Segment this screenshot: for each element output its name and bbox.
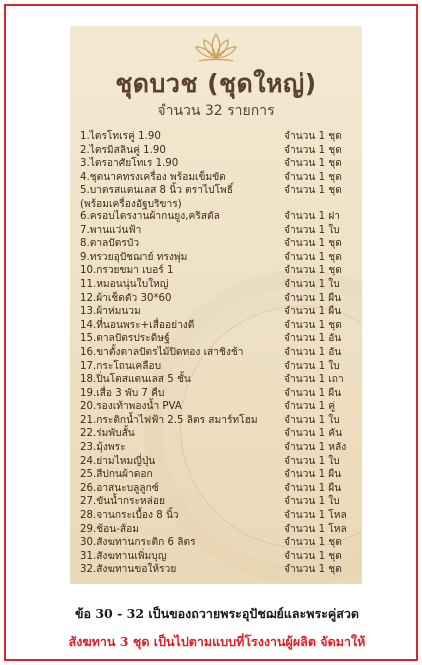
list-item xyxy=(80,305,358,319)
item-name: 26.อาสนะบลูลูกซ์ xyxy=(80,482,159,494)
list-item xyxy=(80,373,358,387)
item-quantity: จำนวน 1 ใบ xyxy=(284,360,340,372)
item-quantity: จำนวน 1 ผืน xyxy=(284,482,342,494)
item-name: 14.ที่นอนพระ+เสื่ออย่างดี xyxy=(80,319,195,331)
list-item xyxy=(80,264,358,278)
item-quantity: จำนวน 1 อัน xyxy=(284,346,342,358)
item-quantity: จำนวน 1 คัน xyxy=(284,428,343,440)
list-item xyxy=(80,198,358,210)
list-item xyxy=(80,144,358,158)
item-quantity: จำนวน 1 เถา xyxy=(284,374,344,386)
item-name: 5.บาตรสแตนเลส 8 นิ้ว ตราไปโพธิ์ xyxy=(80,185,233,197)
list-item xyxy=(80,346,358,360)
item-quantity: จำนวน 1 ชุด xyxy=(284,550,342,562)
item-name: 31.สังฆทานเพิ่มบุญ xyxy=(80,550,167,562)
item-quantity: จำนวน 1 ชุด xyxy=(284,144,342,156)
list-item xyxy=(80,509,358,523)
item-name: 12.ผ้าเช็ดตัว 30*60 xyxy=(80,292,172,304)
item-quantity: จำนวน 1 ชุด xyxy=(284,131,342,142)
list-item xyxy=(80,184,358,198)
item-name: 25.สีปกนผ้าดอก xyxy=(80,469,153,481)
item-name: 23.มุ้งพระ xyxy=(80,442,126,454)
item-quantity: จำนวน 1 ชุด xyxy=(284,564,342,576)
list-item xyxy=(80,278,358,292)
item-name: 18.ปิ่นโตสแตนเลส 5 ชั้น xyxy=(80,374,191,386)
item-name: 16.ขาตั้งตาลปัตรไม้ปิดทอง เสาชิงช้า xyxy=(80,346,244,358)
item-quantity: จำนวน 1 หลัง xyxy=(284,442,347,454)
list-item xyxy=(80,319,358,333)
list-item xyxy=(80,414,358,428)
item-name: 6.ครอบไตรงานผ้ากนยูง,คริสตัล xyxy=(80,210,220,222)
list-item xyxy=(80,455,358,469)
item-quantity: จำนวน 1 ชุด xyxy=(284,238,342,250)
item-quantity: จำนวน 1 ฝา xyxy=(284,210,340,222)
item-name: 29.ช้อน-ส้อม xyxy=(80,523,139,535)
item-name: 8.ตาลปัตรบัว xyxy=(80,238,140,250)
item-quantity: จำนวน 1 ชุด xyxy=(284,185,342,197)
card-title: ชุดบวช (ชุดใหญ่) xyxy=(115,69,317,98)
list-item xyxy=(80,563,358,577)
item-name: 24.ย่ามไหมญี่ปุ่น xyxy=(80,455,156,467)
item-name: 13.ผ้าห่มนวม xyxy=(80,306,141,318)
item-quantity: จำนวน 1 ชุด xyxy=(284,319,342,331)
card-subtitle: จำนวน 32 รายการ xyxy=(157,103,275,119)
item-quantity: จำนวน 1 ใบ xyxy=(284,278,340,290)
list-item xyxy=(80,523,358,537)
item-name: 30.สังฆทานกระติก 6 ลิตร xyxy=(80,537,196,549)
item-name: 9.ทรวยอุปัชฌาย์ ทรงพุ่ม xyxy=(80,251,188,263)
item-name: 17.กระโถนเคลือบ xyxy=(80,360,162,372)
item-quantity: จำนวน 1 ผืน xyxy=(284,469,342,481)
item-name: 19.เสื่อ 3 พับ 7 คืบ xyxy=(80,387,165,399)
page-frame xyxy=(4,4,418,661)
item-quantity: จำนวน 1 ชุด xyxy=(284,537,342,549)
list-item xyxy=(80,468,358,482)
item-quantity: จำนวน 1 ชุด xyxy=(284,251,342,263)
item-quantity: จำนวน 1 ผืน xyxy=(284,292,342,304)
item-name: 4.ชุดนาคทรงเครื่อง พร้อมเข็มขัด xyxy=(80,171,226,183)
item-quantity: จำนวน 1 ชุด xyxy=(284,158,342,170)
list-item xyxy=(80,130,358,144)
item-name: 27.ขันน้ำกระหล่อย xyxy=(80,496,165,508)
item-quantity: จำนวน 1 ใบ xyxy=(284,414,340,426)
list-item xyxy=(80,536,358,550)
list-item xyxy=(80,210,358,224)
item-name: 32.สังฆทานขอให้รวย xyxy=(80,564,177,576)
item-name: (พร้อมเครื่องอัฐบริขาร) xyxy=(80,198,182,210)
item-name: 11.หมอนนุ่นใบใหญ่ xyxy=(80,278,169,290)
note-sangkhathan: สังฆทาน 3 ชุด เป็นไปตามแบบที่โรงงานผู้ผลิต จัดมาให้ xyxy=(68,634,366,649)
lotus-icon xyxy=(191,30,241,64)
list-item xyxy=(80,171,358,185)
item-quantity: จำนวน 1 ใบ xyxy=(284,224,340,236)
item-quantity: จำนวน 1 ผืน xyxy=(284,306,342,318)
product-card xyxy=(70,26,362,584)
list-item xyxy=(80,237,358,251)
list-item xyxy=(80,400,358,414)
list-item xyxy=(80,224,358,238)
item-quantity: จำนวน 1 อัน xyxy=(284,333,342,345)
list-item xyxy=(80,495,358,509)
item-list xyxy=(80,130,358,577)
item-quantity: จำนวน 1 ชุด xyxy=(284,265,342,277)
list-item xyxy=(80,251,358,265)
item-quantity: จำนวน 1 โหล xyxy=(284,510,347,522)
item-name: 1.ไตรโทเรคู่ 1.90 xyxy=(80,131,161,142)
item-name: 3.ไตรอาศัยโทเร 1.90 xyxy=(80,158,179,170)
list-item xyxy=(80,360,358,374)
list-item xyxy=(80,157,358,171)
item-name: 21.กระติกน้ำไฟฟ้า 2.5 ลิตร สมาร์ทโฮม xyxy=(80,414,258,426)
item-name: 10.กรวยขมา เบอร์ 1 xyxy=(80,265,174,277)
item-name: 2.ไตรมิสลินคู่ 1.90 xyxy=(80,144,166,156)
item-quantity: จำนวน 1 ใบ xyxy=(284,455,340,467)
item-quantity: จำนวน 1 คู่ xyxy=(284,401,336,413)
list-item xyxy=(80,441,358,455)
item-quantity: จำนวน 1 โหล xyxy=(284,523,347,535)
list-item xyxy=(80,427,358,441)
item-quantity: จำนวน 1 ชุด xyxy=(284,171,342,183)
item-quantity: จำนวน 1 ผืน xyxy=(284,387,342,399)
item-name: 20.รองเท้าพองน้ำ PVA xyxy=(80,401,182,413)
item-name: 28.จานกระเบื้อง 8 นิ้ว xyxy=(80,510,179,522)
list-item xyxy=(80,332,358,346)
item-name: 15.ตาลปัตรประดิษฐ์ xyxy=(80,333,170,345)
item-name: 7.พานแว่นฟ้า xyxy=(80,224,142,236)
item-name: 22.ร่มพับสั้น xyxy=(80,428,135,440)
item-quantity: จำนวน 1 ใบ xyxy=(284,496,340,508)
list-item xyxy=(80,387,358,401)
list-item xyxy=(80,292,358,306)
note-offering: ข้อ 30 - 32 เป็นของถวายพระอุปัชฌย์และพระคู่สวด xyxy=(74,606,360,621)
list-item xyxy=(80,550,358,564)
list-item xyxy=(80,482,358,496)
